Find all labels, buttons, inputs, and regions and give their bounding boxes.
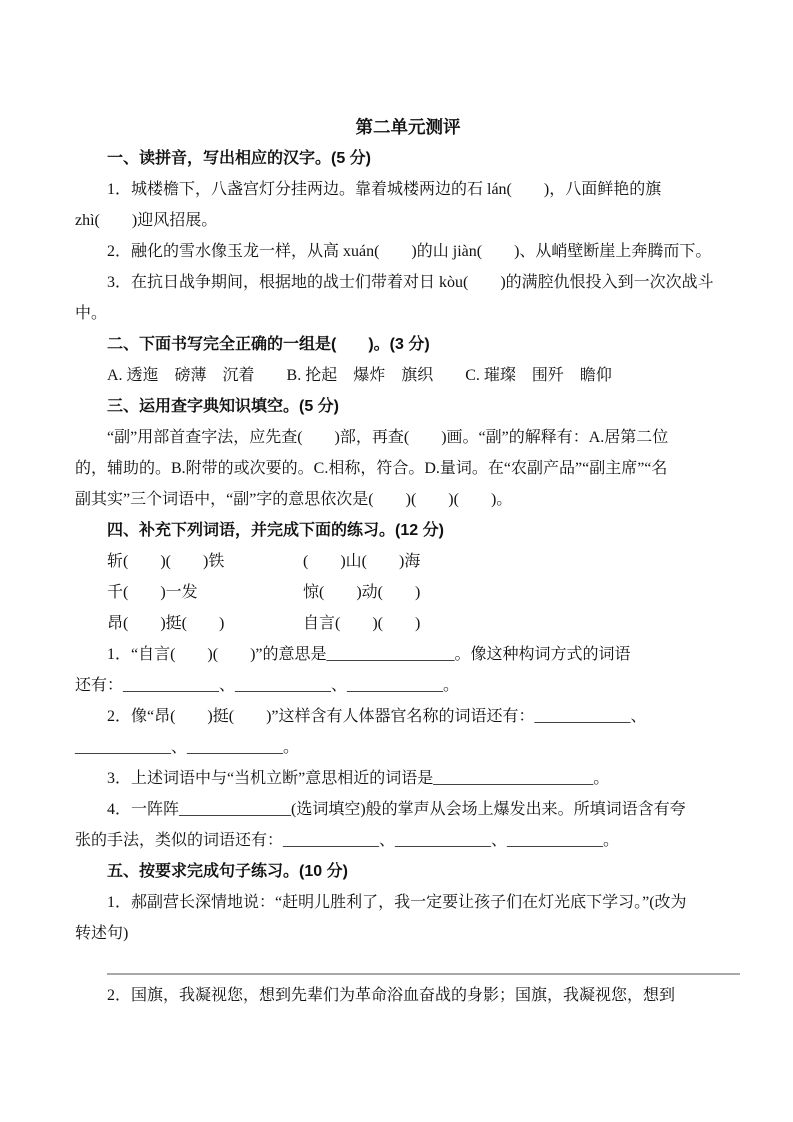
- section-heading: 四、补充下列词语，并完成下面的练习。(12 分): [107, 522, 444, 539]
- paragraph-line: “副”用部首查字法，应先查( )部，再查( )画。“副”的解释有：A.居第二位: [107, 429, 669, 446]
- document-body: [75, 112, 741, 1011]
- answer-line: [75, 949, 741, 980]
- section-heading: 一、读拼音，写出相应的汉字。(5 分): [107, 150, 372, 167]
- paragraph-line: 还有：____________、____________、____________。: [75, 677, 460, 694]
- fill-item: 千( )一发: [107, 584, 198, 601]
- paragraph-line: 1．郝副营长深情地说：“赶明儿胜利了，我一定要让孩子们在灯光底下学习。”(改为: [107, 894, 687, 911]
- paragraph-line: 2．像“昂( )挺( )”这样含有人体器官名称的词语还有：____________、: [107, 708, 647, 725]
- fill-item: 惊( )动( ): [303, 584, 421, 601]
- paragraph-line: 2．融化的雪水像玉龙一样，从高 xuán( )的山 jiàn( )、从峭壁断崖上奔腾而下。: [107, 243, 712, 260]
- paragraph-line: zhì( )迎风招展。: [75, 212, 218, 229]
- paragraph-line: 1．“自言( )( )”的意思是________________。像这种构词方式的词语: [107, 646, 631, 663]
- fill-in-row: [75, 608, 741, 639]
- paragraph-line: 的，辅助的。B.附带的或次要的。C.相称，符合。D.量词。在“农副产品”“副主席”“名: [75, 460, 668, 477]
- answer-rule-line: [107, 973, 740, 975]
- fill-item: ( )山( )海: [303, 553, 421, 570]
- paragraph-line: A. 透迤 磅薄 沉着 B. 抡起 爆炸 旗织 C. 璀璨 围歼 瞻仰: [107, 367, 612, 384]
- paragraph-line: 张的手法，类似的词语还有：____________、____________、____________。: [75, 832, 620, 849]
- paragraph-line: 中。: [75, 305, 108, 322]
- paragraph-line: 4．一阵阵______________(选词填空)般的掌声从会场上爆发出来。所填词语含有夸: [107, 801, 686, 818]
- fill-item: 斩( )( )铁: [107, 553, 225, 570]
- section-heading: 二、下面书写完全正确的一组是( )。(3 分): [107, 336, 430, 353]
- section-heading: 三、运用查字典知识填空。(5 分): [107, 398, 340, 415]
- paragraph-line: 副其实”三个词语中，“副”字的意思依次是( )( )( )。: [75, 491, 513, 508]
- fill-item: 昂( )挺( ): [107, 615, 225, 632]
- paragraph-line: 3．上述词语中与“当机立断”意思相近的词语是____________________。: [107, 770, 610, 787]
- fill-in-row: [75, 577, 741, 608]
- paragraph-line: 1．城楼檐下，八盏宫灯分挂两边。靠着城楼两边的石 lán( )，八面鲜艳的旗: [107, 181, 662, 198]
- paragraph-line: 3．在抗日战争期间，根据地的战士们带着对日 kòu( )的满腔仇恨投入到一次次战斗: [107, 274, 714, 291]
- fill-in-row: [75, 546, 741, 577]
- paragraph-line: 2．国旗，我凝视您，想到先辈们为革命浴血奋战的身影；国旗，我凝视您，想到: [107, 987, 676, 1004]
- paragraph-line: ____________、____________。: [75, 739, 300, 756]
- fill-item: 自言( )( ): [303, 615, 421, 632]
- paragraph-line: 转述句): [75, 925, 129, 942]
- page-title: 第二单元测评: [355, 117, 461, 137]
- section-heading: 五、按要求完成句子练习。(10 分): [107, 863, 348, 880]
